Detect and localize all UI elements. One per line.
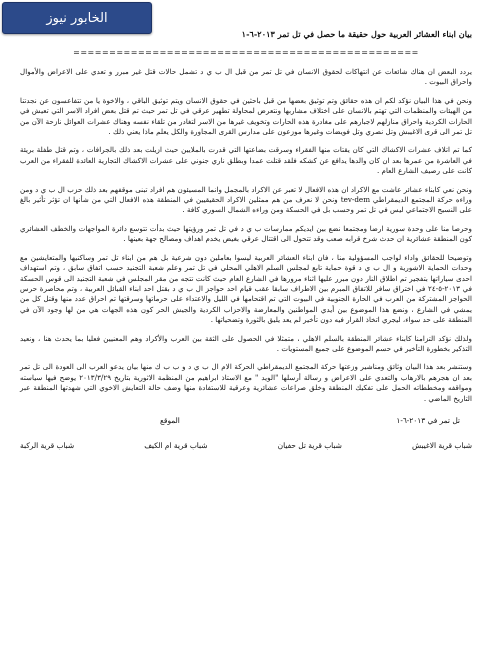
signature-block bbox=[20, 416, 472, 450]
statement-document bbox=[20, 28, 472, 650]
paragraph: وستنشر بعد هذا البيان وثائق ومناشير وزعتها حركة المجتمع الديمقراطي الحركة الام ال ب ي د و ب ب ك منها بيان يدعو العرب الى العودة الى تل تمر بعد ان هجرهم بالارهاب والتعدي على الاعراض و رسالة أرسلها "الويد " مع الاستاذ ابراهيم من المنظمة الاثورية بتاريخ ٢٠١٣/٣/٢٩ يوضح فيها سياسته ومواقفه ومخططاته الحمل على تفكيك المنطقة وخلق صراعات عشائرية وعرقية للاستفادة منها وضف حالة التعايش الاخوي التي شهدتها المنطقة عبر التاريخ الماضي . bbox=[20, 362, 473, 403]
signatory: شباب قرية الاغيبش bbox=[412, 440, 472, 450]
statement-date: تل تمر في ٢٠١٣-٦-١ bbox=[396, 415, 460, 425]
paragraph: ونحن في هذا البيان نؤكد لكم ان هذه حقائق وتم توثيق بعضها من قبل باحثين في حقوق الانسان ويتم توثيق الباقي ، والاخوة يا من تتفاعسون عن نجدتنا من الهيئات والمنظمات التي تهتم بالانسان على اختلاف مشاربها ونتعرض لمحاولة تطهير عرقي في تل تمر حيث تم قتل بعض افراد الاسر التي تعيش في الحارات الكردية واحراق منازلهم لاجبارهم على مغادرة هذه الحارات وتخويف غيرها من الاسر لتغادر من تلقاء نفسه وهناك عشرات العوائل نازحة الآن من تل تمر الى قرى الاغيبش وتل نصري وتل فويضات وغيرها موزعون على مدارس القرى المجاورة والكل يعلم ماذا يعني ذلك . bbox=[20, 95, 472, 137]
signature-label: الموقع bbox=[160, 415, 180, 425]
paragraph: وتوضيحا للحقائق واداء لواجب المسؤولية منا ، فان ابناء العشائر العربية ليسوا بعاملين دون شرعية بل هم من ابناء تل تمر وساكنيها والمتعايشين مع وحدات الحماية الاشورية و ال ب ي د قوة حماية تابع لمجلس السلم الاهلي المحلي في تل تمر وعلم شعبة التجنيد حسب اتفاق سابق ، وتم استهداف احدى سياراتها بتفجير تم اطلاق النار دون مبرر عليها اثناء مرورها في الشارع العام حيث كانت تتجه من مقر المجلس في شعبة التجنيد الى قوس الحسكة في ٢٠١٣-٥-٢٤ في اختراق سافر للاتفاق المبرم بين الاطراف سابقا عقب قيام احد حواجز ال ب ي د بقتل احد ابناء القبائل العربية ، وتم محاصرة حرس الحواجز المشتركة من العرب في الحارة الجنوبية في البيوت التي تم اقتحامها في الليل والاعتداء على حرماتها وسرقتها تم احراق عدد منها وقتل كل من يمشي في الشارع ، ونضع هذا الموضوع بين أيدي المواطنين والمعارضة والاحزاب الكردية والجيش الحر كون هذه الجهات هي من لها وجود الآن في المنطقة على حد سواء، ليجري اتخاذ القرار فيه دون تأخير لم يعد يليق بالثورة وتضحياتها . bbox=[20, 252, 473, 325]
signatory: شباب قرية الركبة bbox=[20, 440, 75, 450]
signatory: شباب قرية ام الكيف bbox=[144, 440, 208, 450]
paragraph: وحرصا منا على وحدة سورية ارضا ومجتمعا نضع بين ايديكم ممارسات ب ي د في تل تمر ورؤيتها حيث بدأت تتوسع دائرة المواجهات والخطف العشائري كون المنطقة عشائرية ان حدث شرخ قرابه صعب وقد تتحول الى اقتتال عرقي بغيض يخدم اهداف ومصالح جهة بعينها . bbox=[20, 223, 472, 244]
news-source-label: الخابور نيوز bbox=[46, 10, 108, 26]
document-title: بيان ابناء العشائر العربية حول حقيقة ما حصل في تل تمر ٢٠١٣-٦-١ bbox=[241, 29, 472, 39]
divider-line: ================================================ bbox=[73, 48, 419, 57]
paragraph: يردد البعض ان هناك شائعات عن انتهاكات لحقوق الانسان في تل تمر من قبل ال ب ي د تشمل حالات قتل غير مبرر و تعدي على الاعراض والأموال واحراق البيوت . bbox=[20, 67, 472, 87]
paragraph: ونحن نعي كابناء عشائر عاشت مع الاكراد ان هذه الافعال لا تعبر عن الاكراد بالمجمل وانما المسيئون هم افراد تبنى موقفهم بعد ذلك حزب ال ب ي د ومن وراءه حركة المجتمع الديمقراطي tev-dem ونحن لا نعرف من هم ممثلين الاكراد الحقيقيين في المنطقة هذه الافعال التي من شأنها ان تؤثر تأثير بالغ على النسيج الاجتماعي ليس في تل تمر وحسب بل في الحسكة ومن وراءه الشمال السوري كافة . bbox=[20, 184, 472, 215]
signatory: شباب قرية تل حفيان bbox=[277, 440, 342, 450]
paragraph: ولذلك نؤكد التزامنا كابناء عشائر المنطقة بالسلم الاهلي ، متمثلا في الحصول على الثقة بين العرب والأكراد وهم المعنيين فعليا بما يحدث هنا ، ونعيد التذكير بخطورة التأخير في حسم الموضوع على جميع المستويات . bbox=[20, 333, 472, 353]
paragraph: كما تم اتلاف عشرات الاكشاك التي كان يقتات منها الفقراء وسرقت بضاعتها التي قدرت بالملايين حيث ازيلت بعد ذلك بالجرافات ، وتم قتل طفلة بريئة في العاشرة من عمرها بعد ان كان والدها يدافع عن كشكه فلقد قتلت عمدا وبطلق ناري جنوني على عشرات الاكشاك التجارية العائدة للفقراء من العرب كانت على رصيف الشارع العام . bbox=[20, 145, 472, 176]
